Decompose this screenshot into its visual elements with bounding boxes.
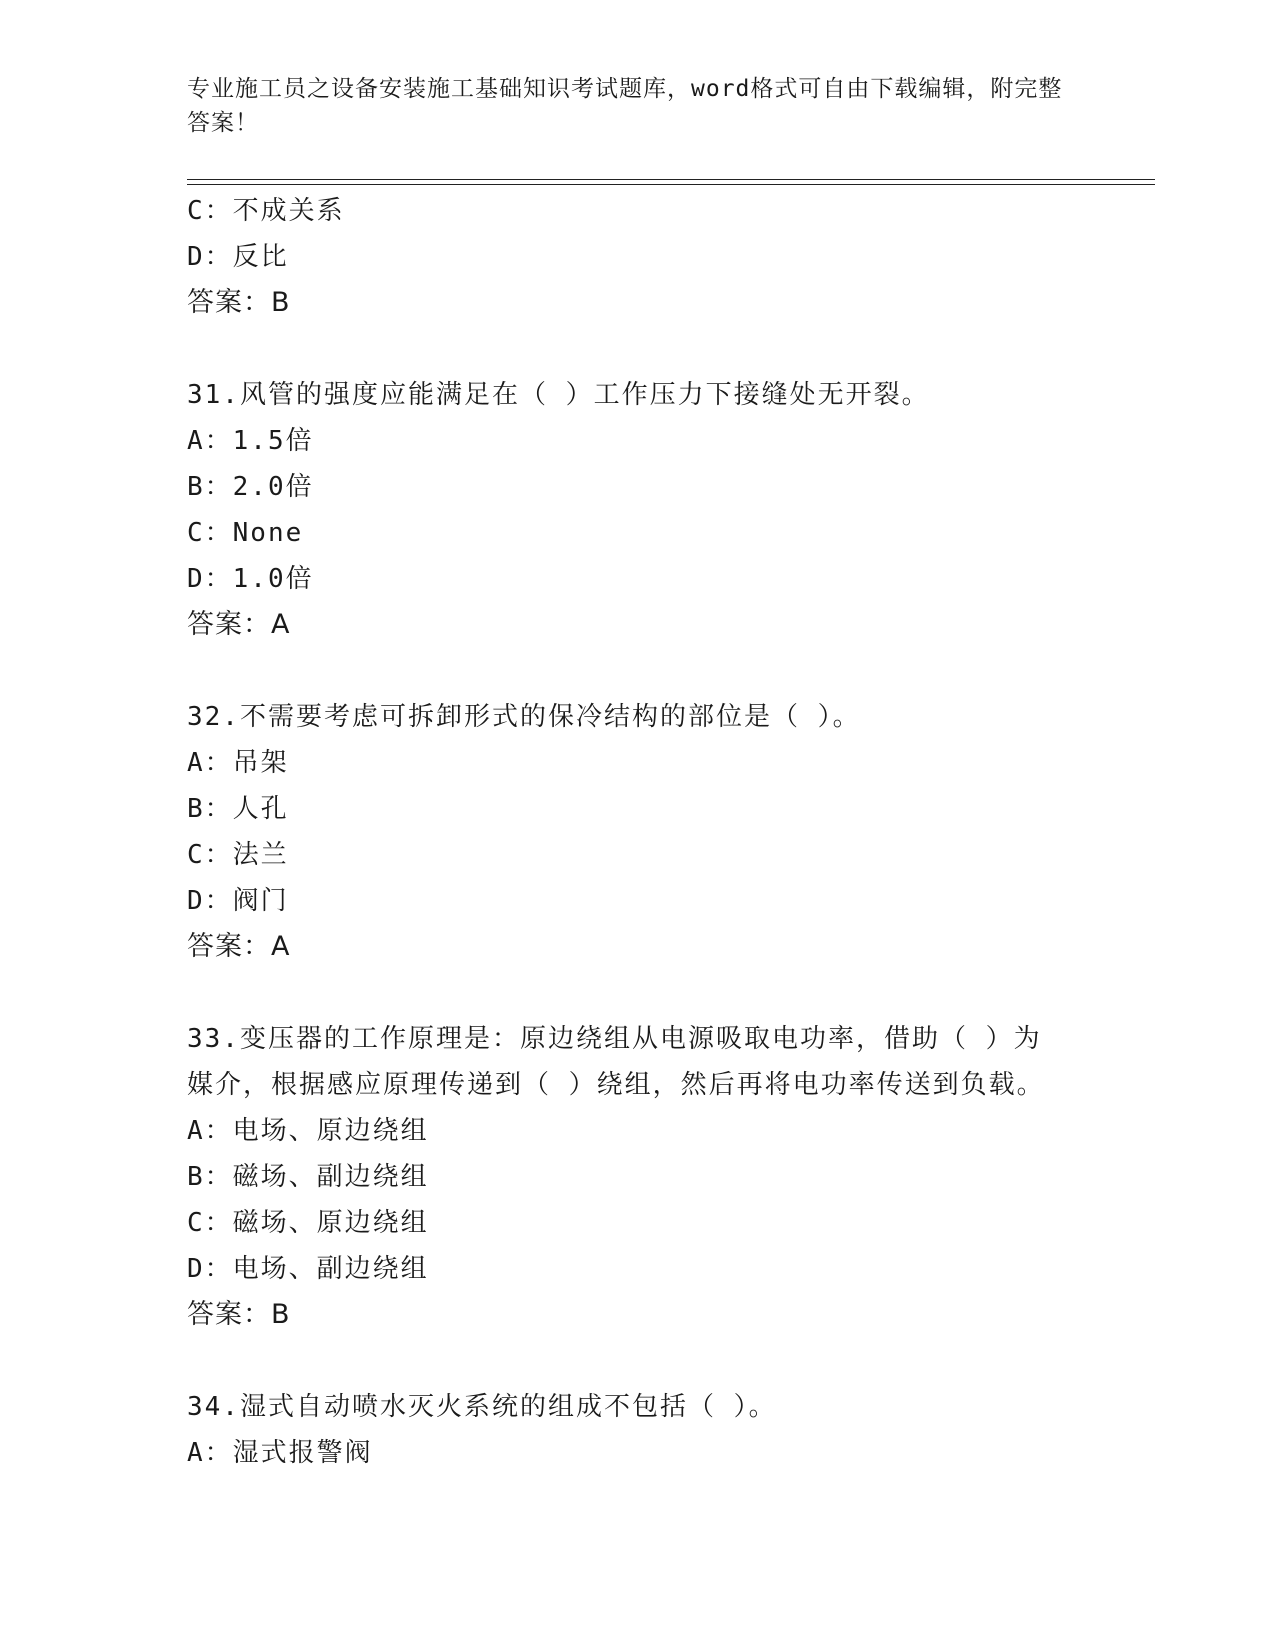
- question-list: [187, 188, 1087, 1476]
- option-a: A：1.5倍: [187, 426, 314, 456]
- answer: 答案：A: [187, 931, 291, 962]
- option-d: D：电场、副边绕组: [187, 1254, 429, 1284]
- question-stem-line-2: 媒介，根据感应原理传递到（ ）绕组，然后再将电功率传送到负载。: [187, 1070, 1045, 1100]
- question-33: [187, 1016, 1087, 1338]
- question-stem: 34.湿式自动喷水灭火系统的组成不包括（ ）。: [187, 1392, 777, 1422]
- spacer: [187, 648, 1087, 694]
- question-stem: 31.风管的强度应能满足在（ ）工作压力下接缝处无开裂。: [187, 380, 930, 410]
- question-32: [187, 694, 1087, 970]
- option-c: C：不成关系: [187, 196, 345, 226]
- option-c: C：法兰: [187, 840, 289, 870]
- option-b: B：2.0倍: [187, 472, 314, 502]
- question-stem: 32.不需要考虑可拆卸形式的保冷结构的部位是（ ）。: [187, 702, 861, 732]
- question-stem-line-1: 33.变压器的工作原理是：原边绕组从电源吸取电功率，借助（ ）为: [187, 1024, 1042, 1054]
- question-31: [187, 372, 1087, 648]
- option-d: D：反比: [187, 242, 289, 272]
- option-a: A：吊架: [187, 748, 289, 778]
- spacer: [187, 970, 1087, 1016]
- option-d: D：1.0倍: [187, 564, 314, 594]
- option-d: D：阀门: [187, 886, 289, 916]
- option-a: A：湿式报警阀: [187, 1438, 373, 1468]
- document-header: [187, 72, 1067, 140]
- option-c: C：None: [187, 518, 304, 548]
- header-rule-bottom: [187, 184, 1155, 185]
- option-a: A：电场、原边绕组: [187, 1116, 429, 1146]
- spacer: [187, 326, 1087, 372]
- answer: 答案：B: [187, 1299, 291, 1330]
- answer: 答案：B: [187, 287, 291, 318]
- option-b: B：人孔: [187, 794, 289, 824]
- question-30-tail: [187, 188, 1087, 326]
- header-rule-top: [187, 179, 1155, 180]
- answer: 答案：A: [187, 609, 291, 640]
- option-b: B：磁场、副边绕组: [187, 1162, 429, 1192]
- document-title: 专业施工员之设备安装施工基础知识考试题库，word格式可自由下载编辑，附完整答案！: [187, 76, 1063, 136]
- question-34: [187, 1384, 1087, 1476]
- option-c: C：磁场、原边绕组: [187, 1208, 429, 1238]
- spacer: [187, 1338, 1087, 1384]
